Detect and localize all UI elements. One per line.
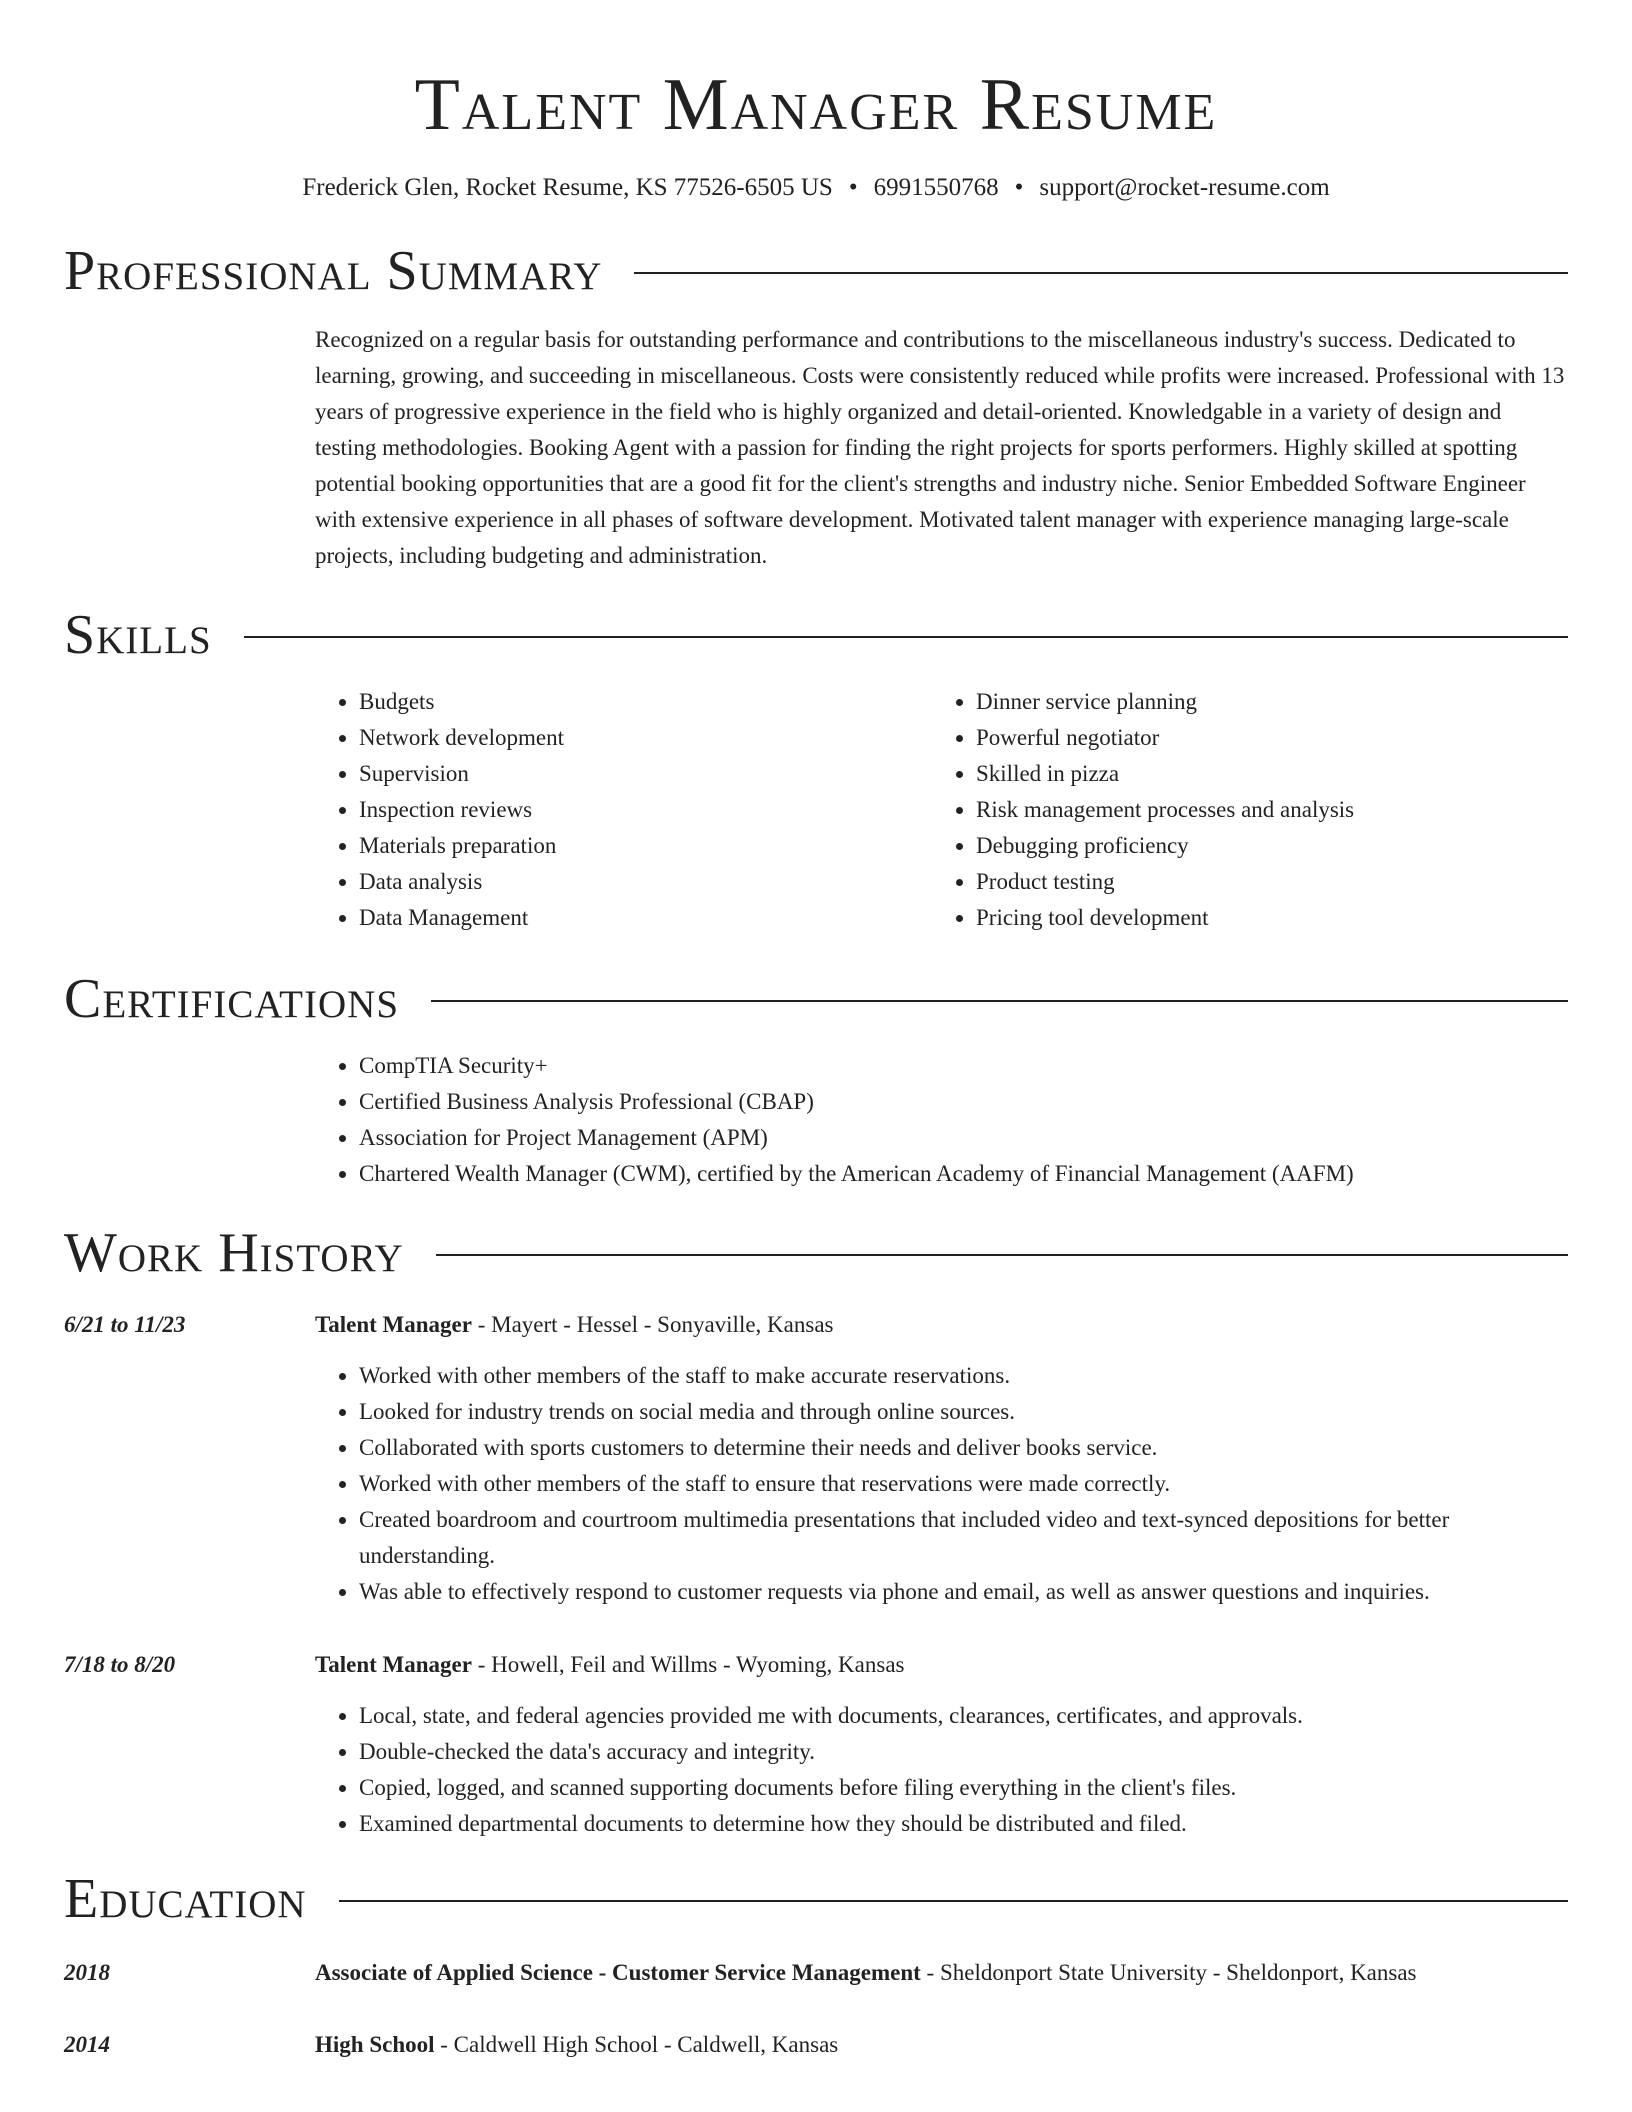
separator-dot: • [1014, 174, 1024, 201]
job-employer: - Mayert - Hessel - Sonyaville, Kansas [471, 1312, 834, 1337]
certification-item: • CompTIA Security+ [359, 1048, 1568, 1084]
job-title-line [315, 1306, 1568, 1344]
education-details [315, 2026, 1568, 2064]
job-bullet: • Created boardroom and courtroom multimedia presentations that included video and text-synced depositions for better understanding. [359, 1502, 1568, 1574]
skill-item: • Supervision [359, 756, 932, 792]
section-divider [634, 272, 1568, 274]
summary-heading: Professional Summary [64, 240, 603, 302]
work-heading: Work History [64, 1222, 404, 1284]
contact-address: Frederick Glen, Rocket Resume, KS 77526-6505 US [302, 174, 833, 201]
summary-text: Recognized on a regular basis for outstanding performance and contributions to the miscellaneous industry's success. Dedicated to learning, growing, and succeeding in miscellaneous. Costs were consistently reduced while profits were increased. Professional with 13 years of progressive experience in the field who is highly organized and detail-oriented. Knowledgable in a variety of design and testing methodologies. Booking Agent with a passion for finding the right projects for sports performers. Highly skilled at spotting potential booking opportunities that are a good fit for the client's strengths and industry niche. Senior Embedded Software Engineer with extensive experience in all phases of software development. Motivated talent manager with experience managing large-scale projects, including budgeting and administration. [315, 327, 1565, 568]
education-school: - Sheldonport State University - Sheldonport, Kansas [920, 1960, 1417, 1985]
job-dates: 6/21 to 11/23 [64, 1312, 186, 1337]
job-role: Talent Manager [315, 1652, 472, 1677]
skill-item: • Data analysis [359, 864, 932, 900]
skills-heading: Skills [64, 604, 212, 666]
contact-email: support@rocket-resume.com [1039, 174, 1330, 201]
job-bullet: • Examined departmental documents to determine how they should be distributed and filed. [359, 1806, 1568, 1842]
job-bullet: • Worked with other members of the staff to make accurate reservations. [359, 1358, 1568, 1394]
skill-item: • Network development [359, 720, 932, 756]
skills-column-right [932, 684, 1549, 936]
job-bullet: • Collaborated with sports customers to determine their needs and deliver books service. [359, 1430, 1568, 1466]
education-school: - Caldwell High School - Caldwell, Kansas [434, 2032, 839, 2057]
education-details [315, 1954, 1568, 1992]
skills-grid [315, 684, 1568, 936]
job-entry [64, 1306, 1568, 1610]
job-entry [64, 1646, 1568, 1842]
job-bullet: • Was able to effectively respond to customer requests via phone and email, as well as answer questions and inquiries. [359, 1574, 1568, 1610]
certifications-heading: Certifications [64, 968, 400, 1030]
skills-column-left [315, 684, 932, 936]
education-degree: Associate of Applied Science - Customer Service Management [315, 1960, 921, 1985]
skill-item: • Pricing tool development [976, 900, 1549, 936]
education-entry [64, 1954, 1568, 1992]
education-section-header [64, 1868, 1568, 1930]
job-title-line [315, 1646, 1568, 1684]
certification-item: • Association for Project Management (APM) [359, 1120, 1568, 1156]
job-employer: - Howell, Feil and Willms - Wyoming, Kansas [471, 1652, 905, 1677]
resume-title: Talent Manager Resume [414, 64, 1218, 146]
skill-item: • Product testing [976, 864, 1549, 900]
skill-item: • Powerful negotiator [976, 720, 1549, 756]
skill-item: • Skilled in pizza [976, 756, 1549, 792]
education-entry [64, 2026, 1568, 2064]
skill-item: • Budgets [359, 684, 932, 720]
section-divider [431, 1000, 1568, 1002]
education-year: 2018 [64, 1960, 110, 1985]
certification-item: • Certified Business Analysis Professional (CBAP) [359, 1084, 1568, 1120]
contact-line [64, 172, 1568, 204]
skill-item: • Materials preparation [359, 828, 932, 864]
section-divider [339, 1900, 1568, 1902]
job-bullet: • Local, state, and federal agencies provided me with documents, clearances, certificates, and approvals. [359, 1698, 1568, 1734]
skill-item: • Debugging proficiency [976, 828, 1549, 864]
skill-item: • Risk management processes and analysis [976, 792, 1549, 828]
job-bullet: • Double-checked the data's accuracy and integrity. [359, 1734, 1568, 1770]
certifications-list [315, 1048, 1568, 1192]
job-role: Talent Manager [315, 1312, 472, 1337]
education-heading: Education [64, 1868, 307, 1930]
skill-item: • Inspection reviews [359, 792, 932, 828]
summary-section-header [64, 240, 1568, 302]
job-bullet: • Worked with other members of the staff to ensure that reservations were made correctly. [359, 1466, 1568, 1502]
skill-item: • Dinner service planning [976, 684, 1549, 720]
skills-section-header [64, 604, 1568, 666]
job-details [315, 1646, 1568, 1842]
work-section-header [64, 1222, 1568, 1284]
section-divider [436, 1254, 1568, 1256]
certifications-section-header [64, 968, 1568, 1030]
education-year: 2014 [64, 2032, 110, 2057]
certification-item: • Chartered Wealth Manager (CWM), certified by the American Academy of Financial Management (AAFM) [359, 1156, 1568, 1192]
skill-item: • Data Management [359, 900, 932, 936]
section-divider [244, 636, 1568, 638]
job-dates: 7/18 to 8/20 [64, 1652, 176, 1677]
job-bullet: • Looked for industry trends on social media and through online sources. [359, 1394, 1568, 1430]
separator-dot: • [848, 174, 858, 201]
job-bullet: • Copied, logged, and scanned supporting documents before filing everything in the client's files. [359, 1770, 1568, 1806]
education-degree: High School [315, 2032, 435, 2057]
job-details [315, 1306, 1568, 1610]
contact-phone: 6991550768 [873, 174, 999, 201]
